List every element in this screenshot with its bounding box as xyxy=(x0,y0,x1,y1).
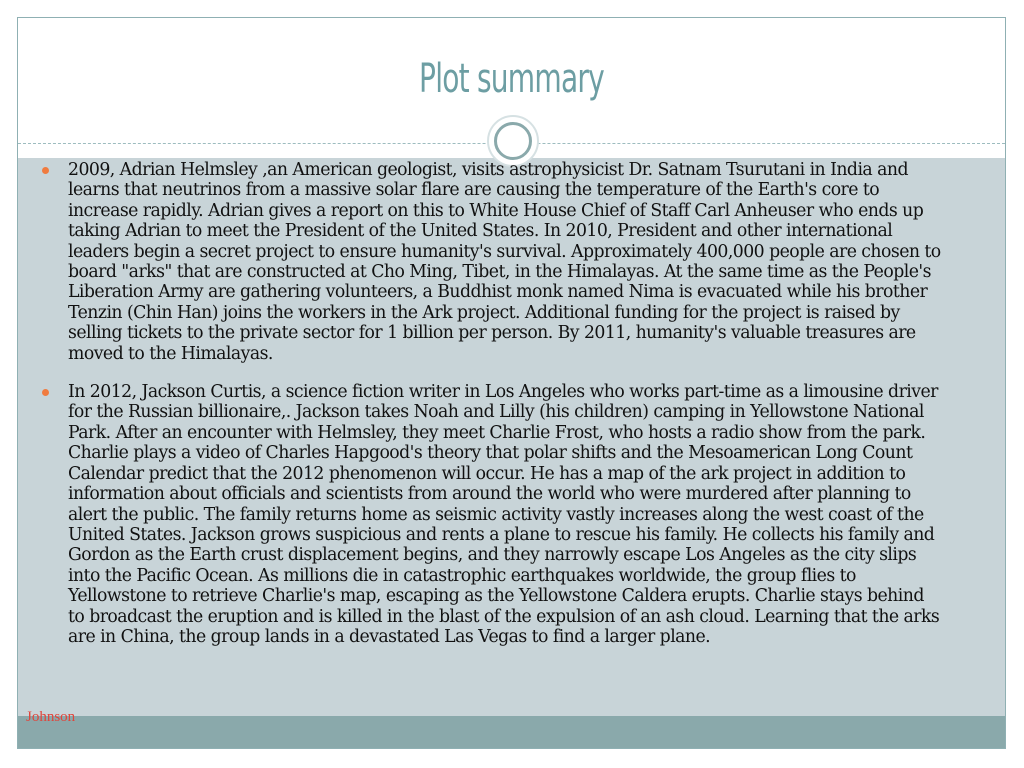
bullet-dot-icon xyxy=(42,167,49,174)
bullet-item xyxy=(42,160,942,364)
bullet-list xyxy=(42,160,942,665)
bullet-item xyxy=(42,382,942,647)
ornament-ring xyxy=(494,122,532,160)
slide-title: Plot summary xyxy=(419,56,604,102)
bullet-text: In 2012, Jackson Curtis, a science fiction writer in Los Angeles who works part-time as a limousine driver for the Russian billionaire,. Jackson takes Noah and Lilly (his children) camping in Yellowstone National Park. After an encounter with Helmsley, they meet Charlie Frost, who hosts a radio show from the park. Charlie plays a video of Charles Hapgood's theory that polar shifts and the Mesoamerican Long Count Calendar predict that the 2012 phenomenon will occur. He has a map of the ark project in addition to information about officials and scientists from around the world who were murdered after planning to alert the public. The family returns home as seismic activity vastly increases along the west coast of the United States. Jackson grows suspicious and rents a plane to rescue his family. He collects his family and Gordon as the Earth crust displacement begins, and they narrowly escape Los Angeles as the city slips into the Pacific Ocean. As millions die in catastrophic earthquakes worldwide, the group flies to Yellowstone to retrieve Charlie's map, escaping as the Yellowstone Caldera erupts. Charlie stays behind to broadcast the eruption and is killed in the blast of the expulsion of an ash cloud. Learning that the arks are in China, the group lands in a devastated Las Vegas to find a larger plane. xyxy=(68,382,940,647)
bullet-dot-icon xyxy=(42,389,49,396)
footer-author: Johnson xyxy=(26,709,76,725)
footer-band xyxy=(18,716,1005,749)
bullet-text: 2009, Adrian Helmsley ,an American geologist, visits astrophysicist Dr. Satnam Tsurutani in India and learns that neutrinos from a massive solar flare are causing the temperature of the Earth's core to increase rapidly. Adrian gives a report on this to White House Chief of Staff Carl Anheuser who ends up taking Adrian to meet the President of the United States. In 2010, President and other international leaders begin a secret project to ensure humanity's survival. Approximately 400,000 people are chosen to board "arks" that are constructed at Cho Ming, Tibet, in the Himalayas. At the same time as the People's Liberation Army are gathering volunteers, a Buddhist monk named Nima is evacuated while his brother Tenzin (Chin Han) joins the workers in the Ark project. Additional funding for the project is raised by selling tickets to the private sector for 1 billion per person. By 2011, humanity's valuable treasures are moved to the Himalayas. xyxy=(68,160,941,364)
